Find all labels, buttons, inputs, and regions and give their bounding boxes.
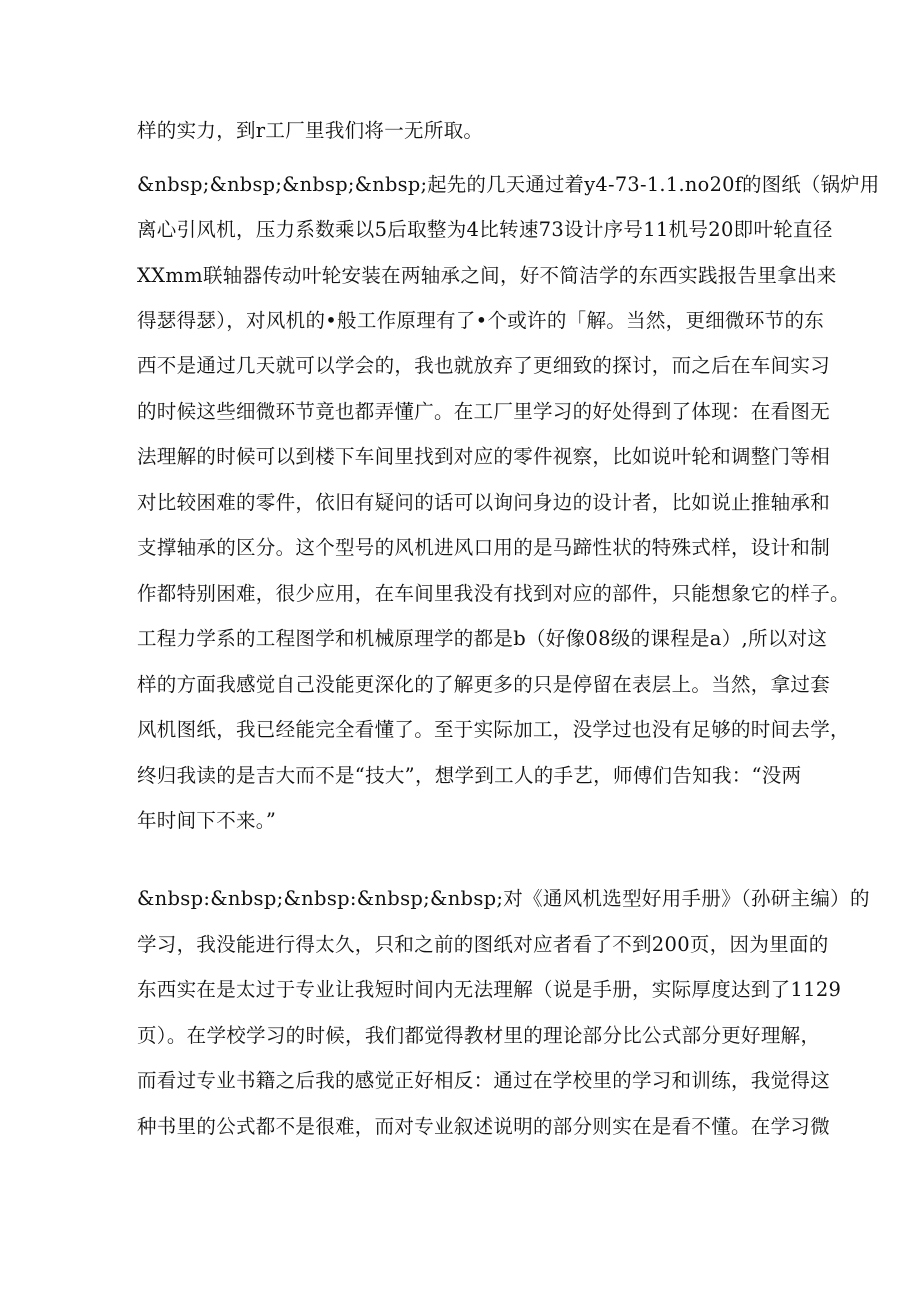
text-line: 支撑轴承的区分。这个型号的风机进风口用的是马蹄性状的特殊式样，设计和制 [137, 536, 831, 559]
text-line: 种书里的公式都不是很难，而对专业叙述说明的部分则实在是看不懂。在学习微 [137, 1115, 831, 1138]
text-line: 学习，我没能进行得太久，只和之前的图纸对应者看了不到200页，因为里面的 [137, 933, 829, 956]
text-line: 法理解的时候可以到楼下车间里找到对应的零件视察，比如说叶轮和调整门等相 [137, 445, 831, 468]
text-line: 年时间下不来。” [137, 809, 277, 832]
text-line: 页）。在学校学习的时候，我们都觉得教材里的理论部分比公式部分更好理解， [137, 1024, 821, 1047]
text-line: 对比较困难的零件，依旧有疑问的话可以询问身边的设计者，比如说止推轴承和 [137, 491, 831, 514]
text-line: 样的实力，到r工厂里我们将一无所取。 [137, 119, 484, 142]
text-line: 的时候这些细微环节竟也都弄懂广。在工厂里学习的好处得到了体现：在看图无 [137, 400, 831, 423]
text-line: 而看过专业书籍之后我的感觉正好相反：通过在学校里的学习和训练，我觉得这 [137, 1069, 831, 1092]
text-line: 样的方面我感觉自己没能更深化的了解更多的只是停留在表层上。当然，拿过套 [137, 673, 831, 696]
text-line: 离心引风机，压力系数乘以5后取整为4比转速73设计序号11机号20即叶轮直径 [137, 218, 833, 241]
text-line: 作都特别困难，很少应用，在车间里我没有找到对应的部件，只能想象它的样子。 [137, 582, 850, 605]
text-line: 风机图纸，我已经能完全看懂了。至于实际加工，没学过也没有足够的时间去学， [137, 718, 850, 741]
text-line: 工程力学系的工程图学和机械原理学的都是b（好像08级的课程是a）,所以对这 [137, 627, 828, 650]
text-line: XXmm联轴器传动叶轮安装在两轴承之间，好不简洁学的东西实践报告里拿出来 [137, 264, 837, 287]
text-line: &nbsp;&nbsp;&nbsp;&nbsp;起先的几天通过着y4-73-1.1.no20f的图纸（锅炉用 [137, 173, 880, 196]
text-line: 东西实在是太过于专业让我短时间内无法理解（说是手册，实际厚度达到了1129 [137, 978, 842, 1001]
text-line: 得瑟得瑟），对风机的•般工作原理有了•个或许的「解。当然，更细微环节的东 [137, 309, 825, 332]
text-line: 终归我读的是吉大而不是“技大”，想学到工人的手艺，师傅们告知我：“没两 [137, 764, 802, 787]
text-line: 西不是通过几天就可以学会的，我也就放弃了更细致的探讨，而之后在车间实习 [137, 354, 831, 377]
text-line: &nbsp:&nbsp;&nbsp:&nbsp;&nbsp;对《通风机选型好用手册》（孙研主编）的 [137, 887, 870, 910]
